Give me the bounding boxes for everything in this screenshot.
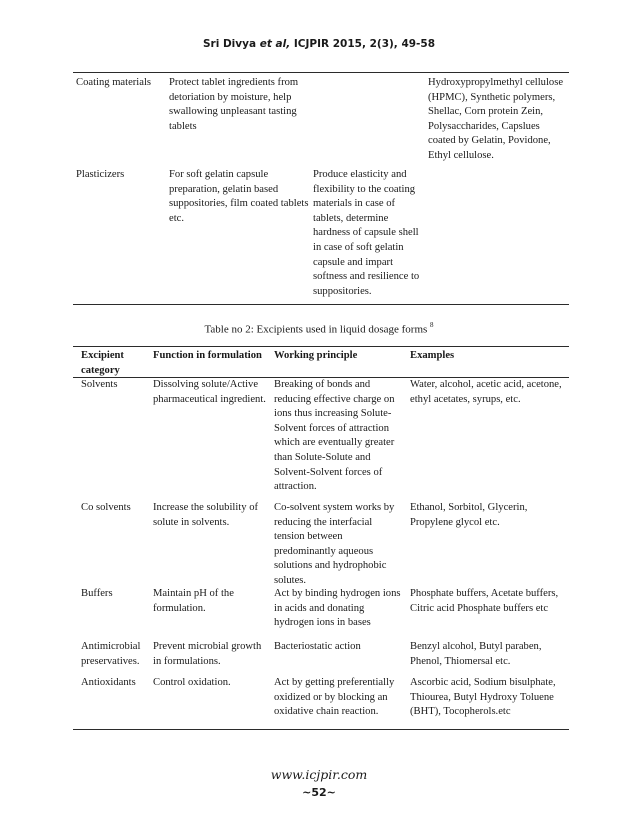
table2-cell-category: Solvents <box>81 379 118 390</box>
table2-cell-function: Increase the solubility of solute in solvents. <box>153 502 259 528</box>
table1-cell-function: Protect tablet ingredients from detoriation by moisture, help swallowing unpleasant tasting tablets <box>169 77 299 132</box>
table2-cell-function: Dissolving solute/Active pharmaceutical ingredient. <box>153 379 266 405</box>
footer-page-number: ~52~ <box>302 786 336 799</box>
table2-cell-principle: Co-solvent system works by reducing the interfacial tension between predominantly aqueous solutions and hydrophobic solutes. <box>274 502 395 586</box>
table2-cell-principle: Breaking of bonds and reducing effective charge on ions thus increasing Solute-Solvent forces of attraction which are eventually greater than Solute-Solute and Solvent-Solvent forces of attraction. <box>274 379 395 493</box>
table2-cell-category: Buffers <box>81 588 113 599</box>
table2-header-examples: Examples <box>410 350 455 361</box>
table1-cell-function: For soft gelatin capsule preparation, gelatin based suppositories, film coated tablets etc. <box>169 169 309 224</box>
caption-text: Table no 2: Excipients used in liquid dosage forms <box>204 323 431 336</box>
header-authors: Sri Divya <box>202 38 260 50</box>
table2-cell-examples: Water, alcohol, acetic acid, acetone, ethyl acetates, syrups, etc. <box>410 379 562 405</box>
table2-header-principle: Working principle <box>274 350 358 361</box>
table1-top-rule <box>73 72 569 73</box>
table2-cell-principle: Act by binding hydrogen ions in acids and donating hydrogen ions in bases <box>274 588 401 629</box>
table2-cell-function: Prevent microbial growth in formulations. <box>153 641 262 667</box>
table2-top-rule <box>73 346 569 347</box>
running-header <box>0 38 638 50</box>
table2-cell-category: Co solvents <box>81 502 131 513</box>
table2-header-function: Function in formulation <box>153 350 262 361</box>
header-etal: et al, <box>259 38 291 50</box>
table2-caption <box>0 322 638 336</box>
table2-cell-examples: Benzyl alcohol, Butyl paraben, Phenol, Thiomersal etc. <box>410 641 542 667</box>
table2-bottom-rule <box>73 729 569 730</box>
table2-cell-function: Maintain pH of the formulation. <box>153 588 234 614</box>
table2-cell-examples: Ascorbic acid, Sodium bisulphate, Thiourea, Butyl Hydroxy Toluene (BHT), Tocopherols.etc <box>410 677 556 718</box>
table1-bottom-rule <box>73 304 569 305</box>
table2-cell-function: Control oxidation. <box>153 677 231 688</box>
table2-cell-category: Antimicrobial preservatives. <box>81 641 141 667</box>
caption-reference: 8 <box>430 321 434 329</box>
table2-cell-principle: Bacteriostatic action <box>274 641 361 652</box>
table2-cell-principle: Act by getting preferentially oxidized or by blocking an oxidative chain reaction. <box>274 677 395 718</box>
table2-cell-category: Antioxidants <box>81 677 136 688</box>
table1-cell-principle: Produce elasticity and flexibility to the coating materials in case of tablets, determine hardness of capsule shell in case of soft gelatin capsule and impart softness and resilience to suppositories. <box>313 169 420 297</box>
footer-url: www.icjpir.com <box>270 767 368 782</box>
table1-cell-category: Coating materials <box>76 77 152 88</box>
table2-cell-examples: Ethanol, Sorbitol, Glycerin, Propylene glycol etc. <box>410 502 528 528</box>
table2-header-category: Excipient category <box>81 350 124 376</box>
table2-cell-examples: Phosphate buffers, Acetate buffers, Citric acid Phosphate buffers etc <box>410 588 559 614</box>
table1-cell-category: Plasticizers <box>76 169 125 180</box>
header-citation: ICJPIR 2015, 2(3), 49-58 <box>290 38 436 50</box>
table1-cell-examples: Hydroxypropylmethyl cellulose (HPMC), Synthetic polymers, Shellac, Corn protein Zein, Polysaccharides, Capslues coated by Gelatin, Povidone, Ethyl cellulose. <box>428 77 564 161</box>
